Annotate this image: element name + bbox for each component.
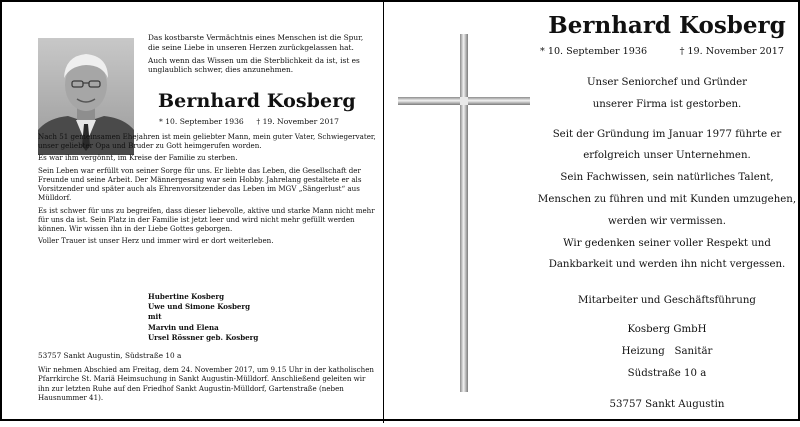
mourner: mit: [148, 312, 162, 322]
intro-paragraph: Das kostbarste Vermächtnis eines Menschen ist die Spur, die seine Liebe in unseren Herzen zurückgelassen hat.: [148, 33, 364, 52]
company-text-line: erfolgreich unser Unternehmen.: [583, 150, 751, 161]
company-street: Südstraße 10 a: [627, 368, 707, 379]
obituary-paragraph: Voller Trauer ist unser Herz und immer wird er dort weiterleben.: [38, 236, 274, 246]
company-text-line: werden wir vermissen.: [608, 216, 726, 227]
obituary-paragraph: Es ist schwer für uns zu begreifen, dass dieser liebevolle, aktive und starke Mann nicht mehr für uns da ist. Sein Platz in der Familie ist jetzt leer und wird nicht mehr gefüllt werden können. Wir wissen ihn in der Liebe Gottes geborgen.: [38, 205, 375, 233]
company-deceased-name: Bernhard Kosberg: [548, 12, 786, 39]
company-city: 53757 Sankt Augustin: [609, 399, 725, 410]
cross-image: [384, 2, 532, 423]
company-signature: Mitarbeiter und Geschäftsführung: [578, 295, 756, 306]
mourner: Hubertine Kosberg: [148, 292, 225, 301]
funeral-details: Wir nehmen Abschied am Freitag, dem 24. November 2017, um 9.15 Uhr in der katholischen Pfarrkirche St. Mariä Heimsuchung in Sankt Augustin-Mülldorf. Anschließend geleiten wir ihn zur letzten Ruhe auf den Friedhof Sankt Augustin-Mülldorf, Gartenstraße (neben Hausnummer 41).: [38, 365, 374, 403]
company-name: Kosberg GmbH: [627, 324, 707, 335]
company-text-line: Unser Seniorchef und Gründer: [586, 77, 748, 88]
company-text-line: Seit der Gründung im Januar 1977 führte er: [552, 129, 782, 140]
company-text-line: Menschen zu führen und mit Kunden umzugehen,: [537, 194, 797, 205]
cross-icon: [384, 2, 532, 423]
mourner: Uwe und Simone Kosberg: [148, 302, 251, 312]
intro-quote: [148, 33, 374, 79]
obituary-paragraph: Sein Leben war erfüllt von seiner Sorge für uns. Er liebte das Leben, die Gesellschaft der Freunde und seine Arbeit. Der Männergesang war sein Hobby. Jahrelang gestaltete er als Vorsitzender und später auch als Ehrenvorsitzender das Leben im MGV „Sängerlust“ aus Mülldorf.: [38, 165, 362, 203]
company-trades: Heizung Sanitär: [621, 346, 713, 357]
deceased-name: Bernhard Kosberg: [158, 90, 356, 112]
company-text-line: Sein Fachwissen, sein natürliches Talent,: [560, 172, 774, 183]
company-text-line: unserer Firma ist gestorben.: [592, 99, 742, 110]
obituary-paragraph: Nach 51 gemeinsamen Ehejahren ist mein geliebter Mann, mein guter Vater, Schwiegervater, unser geliebter Opa und Bruder zu Gott heimgerufen worden.: [38, 132, 376, 151]
company-death-date: † 19. November 2017: [679, 46, 784, 57]
company-birth-date: * 10. September 1936: [540, 46, 648, 57]
mourner: Marvin und Elena: [148, 322, 219, 332]
life-dates: [159, 117, 339, 126]
company-obituary: [532, 2, 800, 423]
mourner: Ursel Rössner geb. Kosberg: [148, 332, 259, 342]
mourners-list: [148, 292, 258, 343]
intro-paragraph: Auch wenn das Wissen um die Sterblichkeit da ist, ist es unglaublich schwer, dies anzunehmen.: [148, 55, 360, 75]
company-text-line: Wir gedenken seiner voller Respekt und: [563, 238, 771, 249]
company-life-dates: [540, 46, 784, 57]
birth-date: * 10. September 1936: [159, 117, 244, 126]
company-text-line: Dankbarkeit und werden ihn nicht vergessen.: [548, 259, 786, 270]
obituary-text: [38, 132, 378, 249]
obituary-paragraph: Es war ihm vergönnt, im Kreise der Familie zu sterben.: [38, 153, 238, 163]
family-address: 53757 Sankt Augustin, Südstraße 10 a: [38, 351, 182, 360]
family-obituary: [2, 2, 384, 423]
death-date: † 19. November 2017: [256, 117, 339, 126]
